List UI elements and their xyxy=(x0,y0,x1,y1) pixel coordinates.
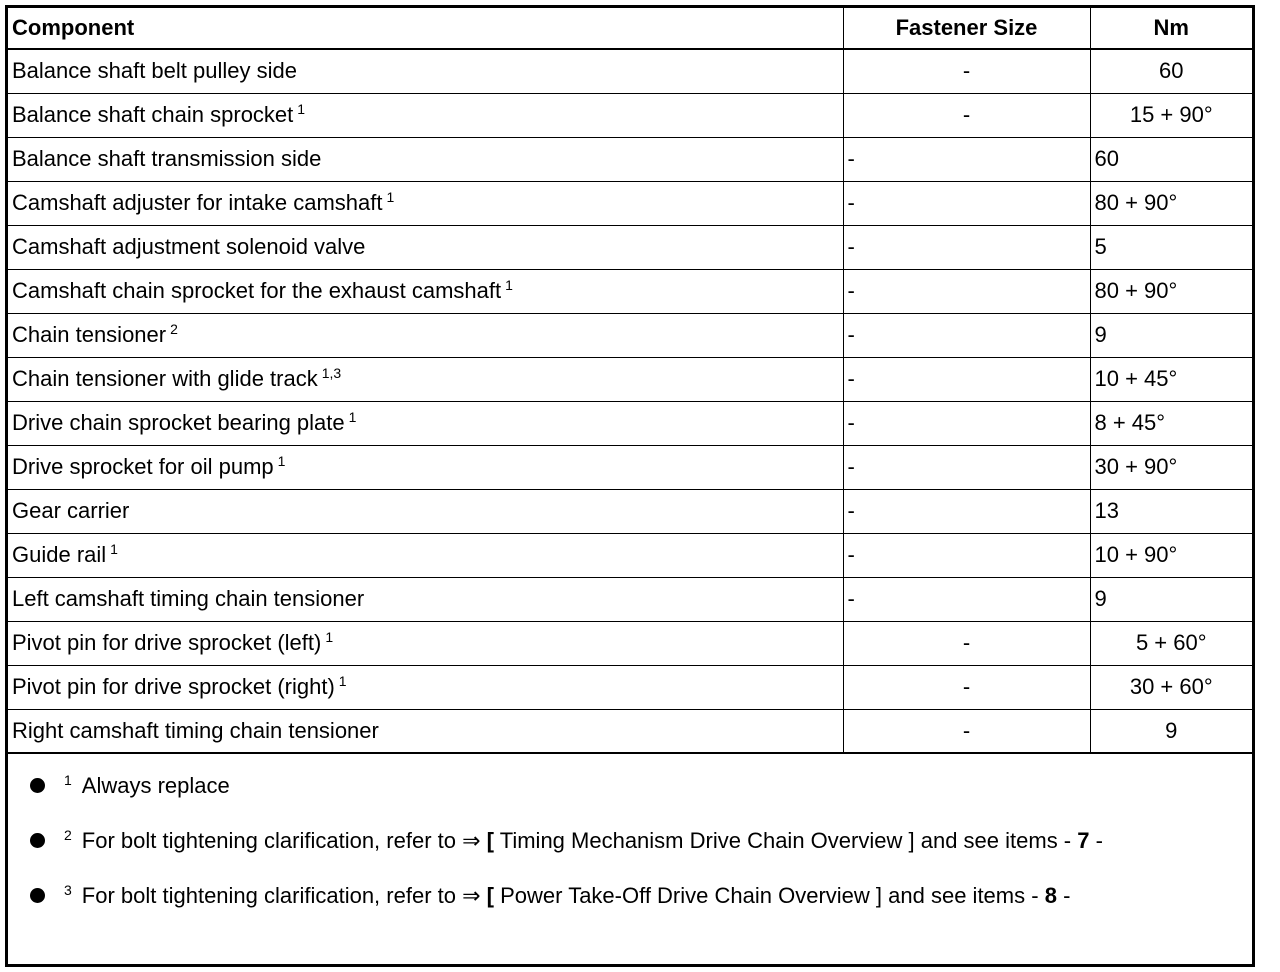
component-cell xyxy=(8,225,843,269)
component-name: Left camshaft timing chain tensioner xyxy=(12,586,365,611)
fastener-size-cell: - xyxy=(843,225,1090,269)
footnote-ref: 1 xyxy=(110,540,118,557)
torque-nm-cell: 80 + 90° xyxy=(1090,269,1252,313)
footnote-item xyxy=(8,868,1252,923)
component-name: Right camshaft timing chain tensioner xyxy=(12,717,379,743)
fastener-size-cell: - xyxy=(843,445,1090,489)
items-text: and see items - xyxy=(888,883,1039,908)
component-cell xyxy=(8,533,843,577)
torque-nm-cell: 5 xyxy=(1090,225,1252,269)
component-name: Chain tensioner xyxy=(12,322,167,347)
fastener-size-cell: - xyxy=(843,621,1090,665)
component-cell xyxy=(8,269,843,313)
link-bracket-open: [ xyxy=(486,828,494,853)
table-row xyxy=(8,357,1252,401)
component-name: Pivot pin for drive sprocket (left) xyxy=(12,630,322,655)
component-cell xyxy=(8,181,843,225)
component-cell xyxy=(8,489,843,533)
right-arrow-icon: ⇒ xyxy=(462,828,481,853)
component-cell xyxy=(8,313,843,357)
footnote-text xyxy=(64,813,1103,868)
table-row xyxy=(8,401,1252,445)
fastener-size-cell: - xyxy=(843,489,1090,533)
torque-nm-cell: 9 xyxy=(1090,709,1252,753)
fastener-size-cell: - xyxy=(843,401,1090,445)
table-row xyxy=(8,709,1252,753)
torque-nm-cell: 60 xyxy=(1090,49,1252,93)
component-name: Pivot pin for drive sprocket (right) xyxy=(12,674,335,699)
component-name: Camshaft adjuster for intake camshaft xyxy=(12,190,383,215)
bullet-icon xyxy=(30,833,45,848)
cross-reference-link[interactable]: Power Take-Off Drive Chain Overview xyxy=(500,883,870,908)
table-row xyxy=(8,49,1252,93)
torque-nm-cell: 8 + 45° xyxy=(1090,401,1252,445)
header-component: Component xyxy=(8,8,843,49)
component-cell xyxy=(8,357,843,401)
fastener-size-cell: - xyxy=(843,49,1090,93)
torque-nm-cell: 10 + 90° xyxy=(1090,533,1252,577)
fastener-size-cell: - xyxy=(843,709,1090,753)
footnote-ref: 1 xyxy=(338,672,347,689)
component-name: Gear carrier xyxy=(12,498,130,523)
fastener-size-cell: - xyxy=(843,357,1090,401)
footnote-text xyxy=(64,868,1070,923)
table-row xyxy=(8,445,1252,489)
footnote-body: For bolt tightening clarification, refer to xyxy=(81,828,456,853)
link-bracket-close: ] xyxy=(875,883,883,908)
component-name: Balance shaft transmission side xyxy=(12,146,322,171)
torque-nm-cell: 30 + 60° xyxy=(1090,665,1252,709)
table-row xyxy=(8,137,1252,181)
footnote-number: 1 xyxy=(64,771,72,788)
component-cell xyxy=(8,709,843,753)
header-row xyxy=(8,8,1252,49)
torque-nm-cell: 9 xyxy=(1090,577,1252,621)
component-name: Drive chain sprocket bearing plate xyxy=(12,410,345,435)
torque-nm-cell: 10 + 45° xyxy=(1090,357,1252,401)
document-frame xyxy=(5,5,1255,967)
footnote-ref: 1,3 xyxy=(321,364,342,381)
footnote-ref: 1 xyxy=(348,408,357,425)
torque-nm-cell: 9 xyxy=(1090,313,1252,357)
cross-reference-link[interactable]: Timing Mechanism Drive Chain Overview xyxy=(499,828,903,853)
table-row xyxy=(8,621,1252,665)
right-arrow-icon: ⇒ xyxy=(462,883,481,908)
torque-nm-cell: 13 xyxy=(1090,489,1252,533)
footnote-body: Always replace xyxy=(81,773,230,798)
torque-nm-cell: 5 + 60° xyxy=(1090,621,1252,665)
item-number: 7 xyxy=(1077,828,1090,853)
bullet-icon xyxy=(30,888,45,903)
table-row xyxy=(8,533,1252,577)
fastener-size-cell: - xyxy=(843,181,1090,225)
fastener-size-cell: - xyxy=(843,577,1090,621)
table-body xyxy=(8,49,1252,753)
footnote-ref: 1 xyxy=(386,188,395,205)
footnote-ref: 1 xyxy=(297,100,306,117)
component-name: Camshaft chain sprocket for the exhaust camshaft xyxy=(12,278,502,303)
component-cell xyxy=(8,665,843,709)
table-row xyxy=(8,225,1252,269)
torque-nm-cell: 80 + 90° xyxy=(1090,181,1252,225)
footnote-text xyxy=(64,758,230,813)
footnote-body: For bolt tightening clarification, refer to xyxy=(81,883,456,908)
torque-nm-cell: 30 + 90° xyxy=(1090,445,1252,489)
items-text: and see items - xyxy=(920,828,1072,853)
item-number: 8 xyxy=(1044,883,1057,908)
table-row xyxy=(8,665,1252,709)
fastener-size-cell: - xyxy=(843,313,1090,357)
component-cell xyxy=(8,93,843,137)
footnote-ref: 1 xyxy=(505,276,513,293)
component-cell xyxy=(8,621,843,665)
footnote-ref: 2 xyxy=(170,320,178,337)
footnote-ref: 1 xyxy=(325,628,334,645)
header-fastener-size: Fastener Size xyxy=(843,8,1090,49)
fastener-size-cell: - xyxy=(843,269,1090,313)
component-name: Guide rail xyxy=(12,542,107,567)
component-cell xyxy=(8,401,843,445)
component-cell xyxy=(8,137,843,181)
footnote-item xyxy=(8,758,1252,813)
item-end-dash: - xyxy=(1063,883,1071,908)
table-row xyxy=(8,489,1252,533)
table-row xyxy=(8,93,1252,137)
table-row xyxy=(8,577,1252,621)
table-row xyxy=(8,269,1252,313)
torque-spec-table xyxy=(8,8,1252,754)
component-cell xyxy=(8,577,843,621)
component-name: Balance shaft chain sprocket xyxy=(12,102,294,127)
footnotes xyxy=(8,758,1252,923)
link-bracket-open: [ xyxy=(486,883,494,908)
component-name: Drive sprocket for oil pump xyxy=(12,454,274,479)
footnote-item xyxy=(8,813,1252,868)
component-name: Balance shaft belt pulley side xyxy=(12,58,297,84)
torque-nm-cell: 60 xyxy=(1090,137,1252,181)
torque-nm-cell: 15 + 90° xyxy=(1090,93,1252,137)
item-end-dash: - xyxy=(1095,828,1103,853)
component-name: Camshaft adjustment solenoid valve xyxy=(12,234,366,259)
component-cell xyxy=(8,49,843,93)
fastener-size-cell: - xyxy=(843,93,1090,137)
footnote-ref: 1 xyxy=(277,452,286,469)
footnote-number: 3 xyxy=(64,881,72,898)
link-bracket-close: ] xyxy=(908,828,915,853)
header-nm: Nm xyxy=(1090,8,1252,49)
fastener-size-cell: - xyxy=(843,665,1090,709)
component-name: Chain tensioner with glide track xyxy=(12,366,318,391)
component-cell xyxy=(8,445,843,489)
table-row xyxy=(8,313,1252,357)
fastener-size-cell: - xyxy=(843,137,1090,181)
bullet-icon xyxy=(30,778,45,793)
table-header xyxy=(8,8,1252,49)
footnote-number: 2 xyxy=(64,826,72,843)
table-row xyxy=(8,181,1252,225)
fastener-size-cell: - xyxy=(843,533,1090,577)
